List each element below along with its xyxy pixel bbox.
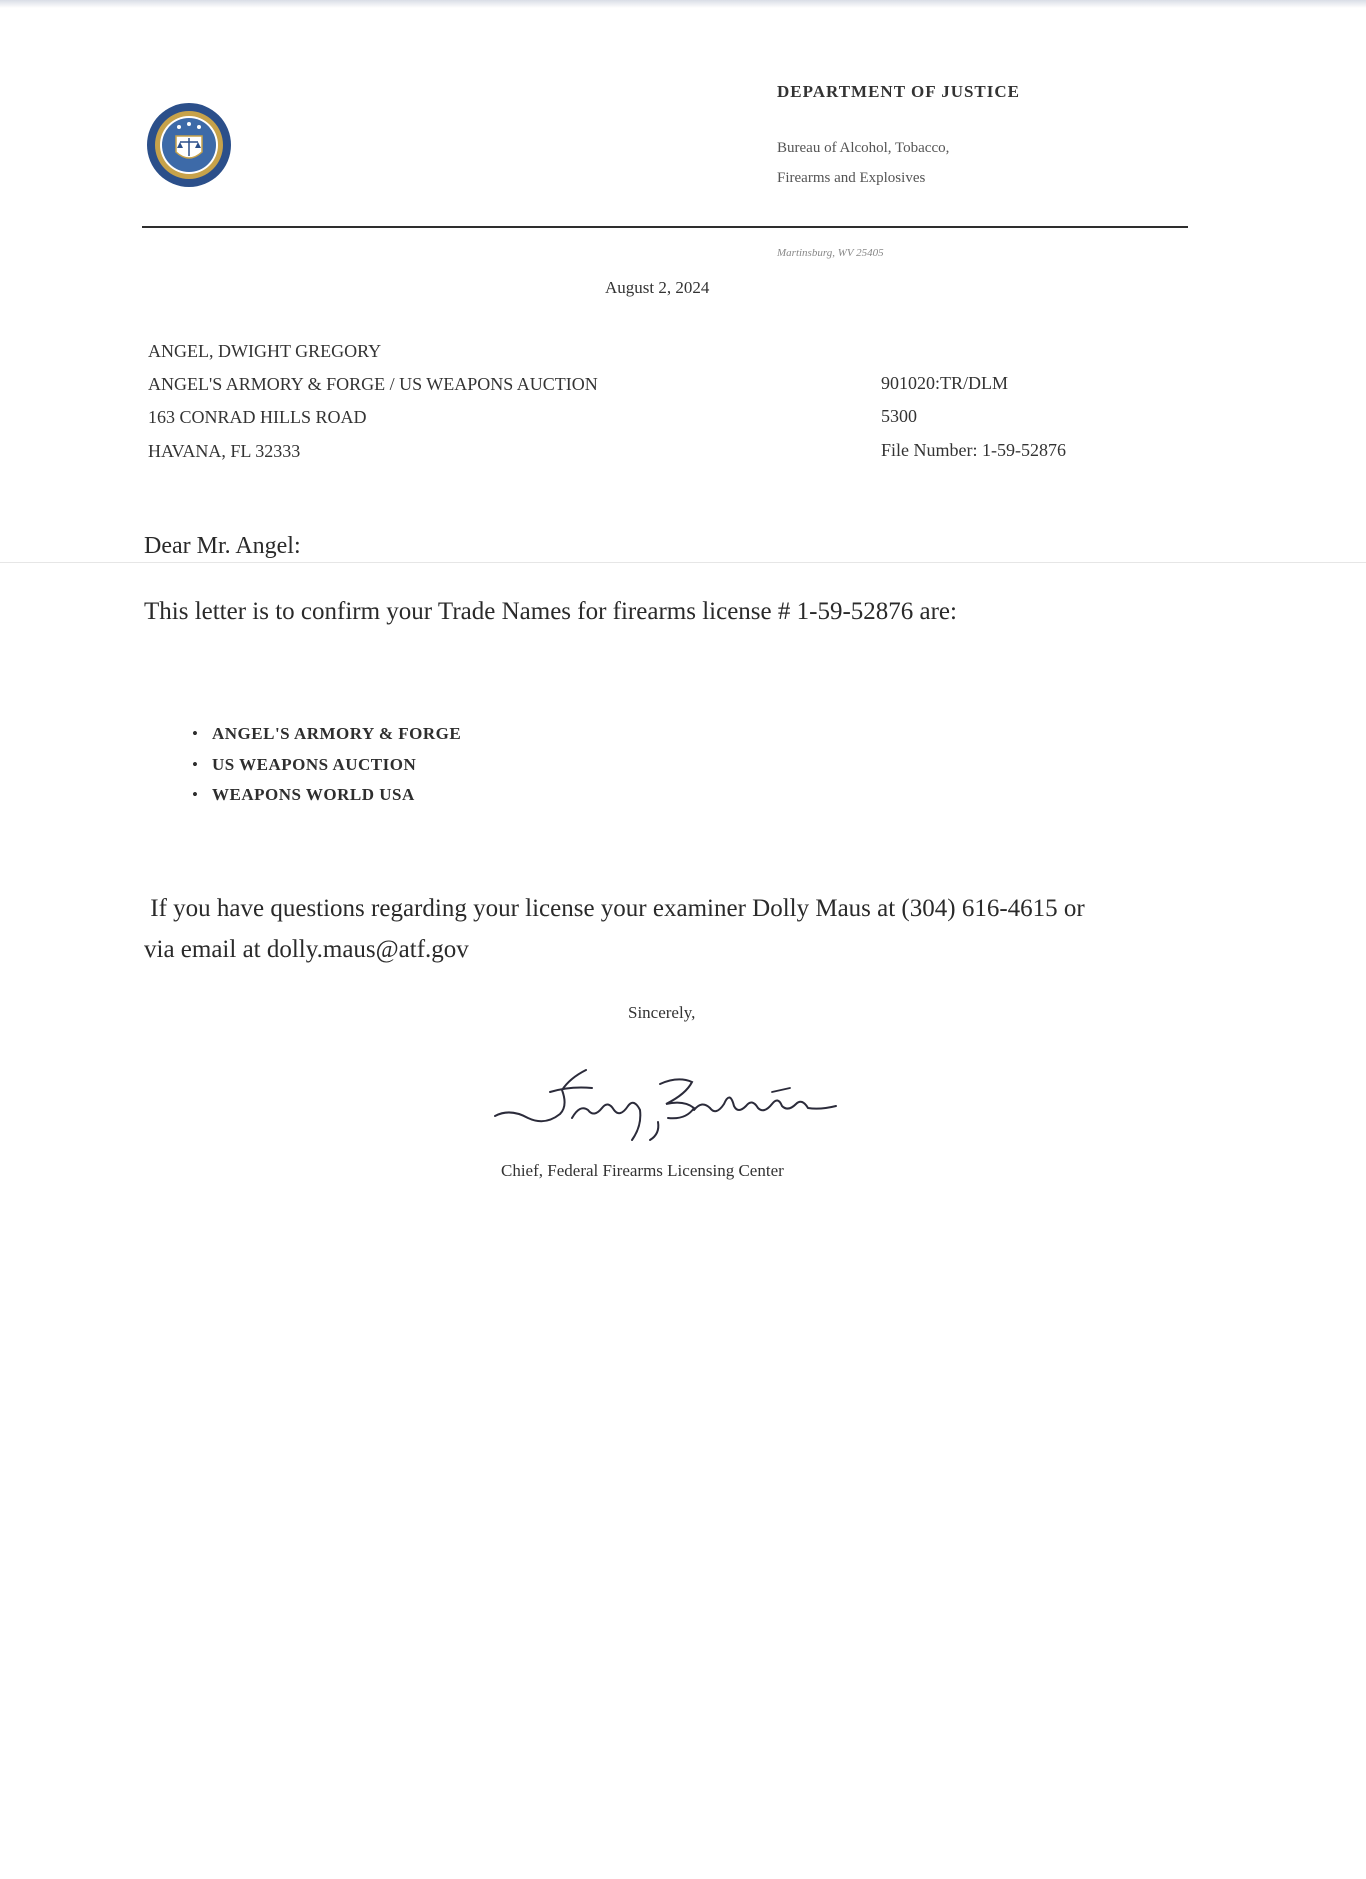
- letterhead-city: Martinsburg, WV 25405: [777, 247, 884, 259]
- letterhead-rule: [142, 226, 1188, 228]
- reference-code: 901020:TR/DLM: [881, 373, 1009, 393]
- recipient-city: HAVANA, FL 32333: [148, 441, 301, 461]
- recipient-name: ANGEL, DWIGHT GREGORY: [148, 341, 382, 361]
- questions-line-2: via email at dolly.maus@atf.gov: [144, 936, 469, 963]
- trade-names-list: [192, 719, 461, 811]
- scan-edge: [0, 0, 1366, 8]
- questions-line-1: If you have questions regarding your license your examiner Dolly Maus at (304) 616-4615 or: [144, 895, 1085, 922]
- signer-title: Chief, Federal Firearms Licensing Center: [501, 1161, 784, 1180]
- list-item: • ANGEL'S ARMORY & FORGE: [192, 719, 461, 750]
- list-item: • US WEAPONS AUCTION: [192, 750, 461, 781]
- closing: Sincerely,: [628, 1003, 696, 1022]
- atf-seal-icon: [146, 102, 232, 188]
- list-item: • WEAPONS WORLD USA: [192, 780, 461, 811]
- fold-line: [0, 562, 1366, 563]
- recipient-street: 163 CONRAD HILLS ROAD: [148, 407, 367, 427]
- letter-date: August 2, 2024: [605, 278, 710, 297]
- recipient-business: ANGEL'S ARMORY & FORGE / US WEAPONS AUCTION: [148, 374, 598, 394]
- reference-file-number: File Number: 1-59-52876: [881, 440, 1066, 460]
- agency-bureau-line2: Firearms and Explosives: [777, 170, 926, 186]
- intro-paragraph: This letter is to confirm your Trade Names for firearms license # 1-59-52876 are:: [144, 598, 957, 625]
- agency-bureau-line1: Bureau of Alcohol, Tobacco,: [777, 140, 950, 156]
- reference-number: 5300: [881, 406, 917, 426]
- handwritten-signature: [490, 1048, 850, 1148]
- agency-department: DEPARTMENT OF JUSTICE: [777, 82, 1021, 101]
- salutation: Dear Mr. Angel:: [144, 533, 301, 559]
